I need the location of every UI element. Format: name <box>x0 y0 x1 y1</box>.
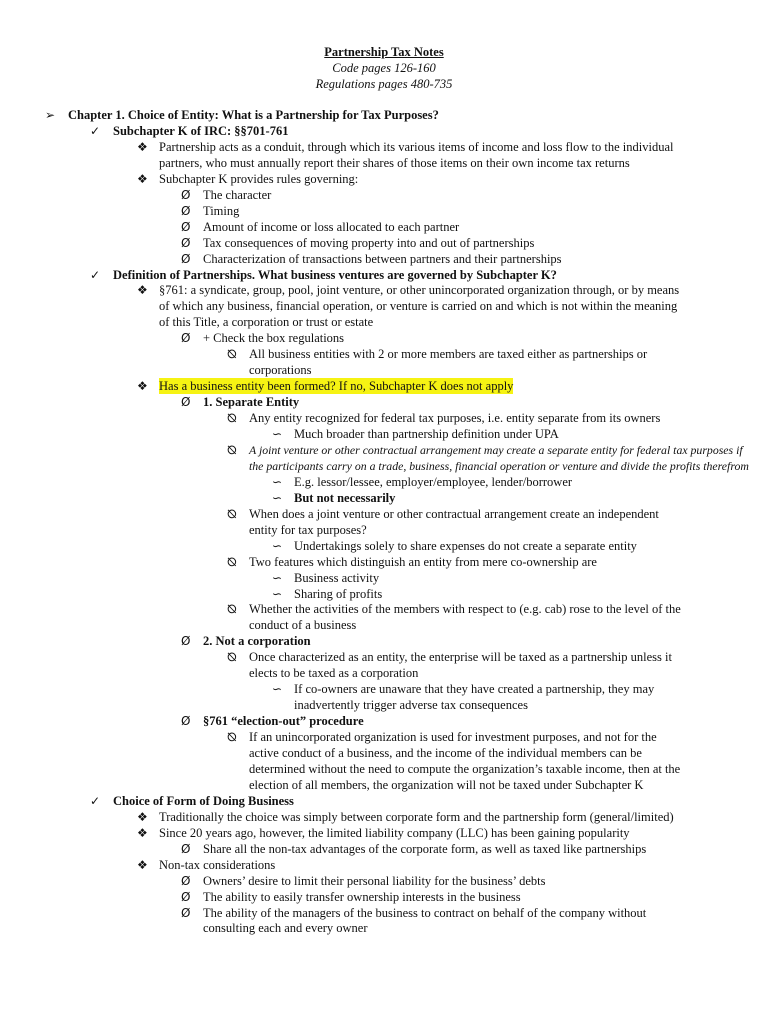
outline-line-level-5 <box>0 649 768 665</box>
slashed-circle-bullet-icon: Ø <box>181 889 191 904</box>
slashed-circle-bullet-icon: Ø <box>181 905 191 920</box>
outline-line-level-6 <box>0 681 768 697</box>
outline-line-text: partners, who must annually report their shares of those items on their own income tax returns <box>159 155 630 170</box>
diamond-bullet-icon: ❖ <box>137 825 148 840</box>
diamond-bullet-icon: ❖ <box>137 139 148 154</box>
crossed-circle-bullet-icon: ⦰ <box>227 730 237 745</box>
outline-line-text: Sharing of profits <box>294 586 383 601</box>
slashed-circle-bullet-icon: Ø <box>181 331 191 346</box>
slashed-circle-bullet-icon: Ø <box>181 235 191 250</box>
outline-line-text: The ability to easily transfer ownership interests in the business <box>203 889 521 904</box>
outline-line-level-3 <box>0 171 768 187</box>
tilde-bullet-icon: ∽ <box>272 570 283 585</box>
outline-line-level-2 <box>0 123 768 139</box>
checkmark-bullet-icon: ✓ <box>90 793 101 808</box>
diamond-bullet-icon: ❖ <box>137 283 148 298</box>
outline-line-text: Non-tax considerations <box>159 857 276 872</box>
outline-line-text: E.g. lessor/lessee, employer/employee, lender/borrower <box>294 474 573 489</box>
outline-line-text: If an unincorporated organization is used for investment purposes, and not for the <box>249 730 657 745</box>
outline-line-text: determined without the need to compute the organization’s taxable income, then at the <box>249 761 681 776</box>
outline-line-text: Much broader than partnership definition under UPA <box>294 427 559 441</box>
outline-line-text: active conduct of a business, and the income of the individual members can be <box>249 746 642 760</box>
outline-line-level-3 <box>0 139 768 155</box>
outline-line-level-4 <box>0 251 768 267</box>
outline-line-text: + Check the box regulations <box>203 331 345 346</box>
outline-line-level-5 <box>0 617 768 633</box>
outline-line-level-5 <box>0 777 768 793</box>
outline-line-text: Owners’ desire to limit their personal liability for the business’ debts <box>203 873 546 888</box>
outline-line-text: Subchapter K provides rules governing: <box>159 171 359 186</box>
outline-line-text: §761: a syndicate, group, pool, joint venture, or other unincorporated organization through, or by means <box>159 283 680 298</box>
slashed-circle-bullet-icon: Ø <box>181 873 191 888</box>
outline-line-level-4 <box>0 841 768 857</box>
outline-line-level-4 <box>0 203 768 219</box>
outline-line-level-3 <box>0 825 768 841</box>
outline-line-text: of this Title, a corporation or trust or estate <box>159 315 374 330</box>
tilde-bullet-icon: ∽ <box>272 474 283 489</box>
slashed-circle-bullet-icon: Ø <box>181 219 191 234</box>
outline-line-text: Definition of Partnerships. What business ventures are governed by Subchapter K? <box>113 267 557 282</box>
outline-line-level-4 <box>0 187 768 203</box>
outline-line-level-4 <box>0 873 768 889</box>
tilde-bullet-icon: ∽ <box>272 427 283 441</box>
page-title: Partnership Tax Notes <box>324 45 444 59</box>
slashed-circle-bullet-icon: Ø <box>181 203 191 218</box>
outline-line-text: consulting each and every owner <box>203 921 368 936</box>
outline-line-level-3 <box>0 314 768 330</box>
outline-line-level-5 <box>0 601 768 617</box>
outline-line-level-3 <box>0 378 768 394</box>
outline-line-text: Amount of income or loss allocated to each partner <box>203 219 460 234</box>
outline-line-level-1 <box>0 107 768 123</box>
outline-line-text: Chapter 1. Choice of Entity: What is a Partnership for Tax Purposes? <box>68 108 439 122</box>
diamond-bullet-icon: ❖ <box>137 171 148 186</box>
code-pages-subtitle: Code pages 126-160 <box>332 61 436 75</box>
outline-line-level-3 <box>0 155 768 171</box>
outline-line-text: If co-owners are unaware that they have created a partnership, they may <box>294 682 655 697</box>
outline-line-level-5 <box>0 362 768 378</box>
outline-line-level-6 <box>0 538 768 554</box>
crossed-circle-bullet-icon: ⦰ <box>227 347 237 362</box>
outline-line-level-2 <box>0 267 768 283</box>
tilde-bullet-icon: ∽ <box>272 490 283 505</box>
outline-line-text: A joint venture or other contractual arrangement may create a separate entity for federal tax purposes if <box>249 442 743 457</box>
outline-line-level-4 <box>0 219 768 235</box>
arrowhead-bullet-icon: ➢ <box>45 108 56 122</box>
outline-line-text: election of all members, the organization will not be taxed under Subchapter K <box>249 777 644 792</box>
crossed-circle-bullet-icon: ⦰ <box>227 506 237 521</box>
slashed-circle-bullet-icon: Ø <box>181 634 191 649</box>
outline-line-level-6 <box>0 697 768 713</box>
outline-line-level-4 <box>0 920 768 936</box>
outline-line-text: But not necessarily <box>294 490 396 505</box>
slashed-circle-bullet-icon: Ø <box>181 841 191 856</box>
regulation-pages-subtitle: Regulations pages 480-735 <box>315 77 453 91</box>
outline-line-text: entity for tax purposes? <box>249 522 367 537</box>
outline-line-level-4 <box>0 905 768 921</box>
outline-line-text: Traditionally the choice was simply between corporate form and the partnership form (general/limited) <box>159 809 674 824</box>
outline-line-text: inadvertently trigger adverse tax consequences <box>294 698 528 713</box>
diamond-bullet-icon: ❖ <box>137 379 148 394</box>
outline-line-text: of which any business, financial operation, or venture is carried on and which is not within the meaning <box>159 299 678 314</box>
crossed-circle-bullet-icon: ⦰ <box>227 602 237 617</box>
outline-line-level-5 <box>0 761 768 777</box>
slashed-circle-bullet-icon: Ø <box>181 187 191 202</box>
crossed-circle-bullet-icon: ⦰ <box>227 411 237 426</box>
outline-line-level-5 <box>0 729 768 745</box>
outline-line-text: Once characterized as an entity, the enterprise will be taxed as a partnership unless it <box>249 650 672 665</box>
outline-line-text: 2. Not a corporation <box>203 634 311 649</box>
outline-line-level-5 <box>0 554 768 570</box>
outline-line-level-6 <box>0 490 768 506</box>
outline-line-text: Share all the non-tax advantages of the corporate form, as well as taxed like partnerships <box>203 841 647 856</box>
outline-line-text: §761 “election-out” procedure <box>203 714 364 729</box>
tilde-bullet-icon: ∽ <box>272 682 283 697</box>
outline-line-text: The character <box>203 187 272 202</box>
outline-line-text: elects to be taxed as a corporation <box>249 666 419 681</box>
outline-line-text: Choice of Form of Doing Business <box>113 793 294 808</box>
outline-line-level-5 <box>0 506 768 522</box>
outline-line-level-4 <box>0 330 768 346</box>
outline-line-text: Timing <box>203 203 240 218</box>
crossed-circle-bullet-icon: ⦰ <box>227 554 237 569</box>
outline-line-level-5 <box>0 458 768 474</box>
outline-line-text: Business activity <box>294 570 380 585</box>
outline-line-text: When does a joint venture or other contractual arrangement create an independent <box>249 506 659 521</box>
slashed-circle-bullet-icon: Ø <box>181 714 191 729</box>
outline-line-text: Undertakings solely to share expenses do not create a separate entity <box>294 538 637 553</box>
outline-line-text: Since 20 years ago, however, the limited liability company (LLC) has been gaining popularity <box>159 825 630 840</box>
outline-line-level-4 <box>0 394 768 410</box>
slashed-circle-bullet-icon: Ø <box>181 395 191 410</box>
outline-line-level-4 <box>0 713 768 729</box>
crossed-circle-bullet-icon: ⦰ <box>227 442 237 457</box>
outline-line-level-3 <box>0 298 768 314</box>
outline-line-level-6 <box>0 426 768 442</box>
outline-line-level-3 <box>0 809 768 825</box>
outline-line-level-5 <box>0 346 768 362</box>
diamond-bullet-icon: ❖ <box>137 809 148 824</box>
slashed-circle-bullet-icon: Ø <box>181 251 191 266</box>
outline-line-level-2 <box>0 793 768 809</box>
outline-line-text: Partnership acts as a conduit, through which its various items of income and loss flow to the individual <box>159 139 674 154</box>
tilde-bullet-icon: ∽ <box>272 586 283 601</box>
outline-line-text: the participants carry on a trade, business, financial operation or venture and divide the profits therefrom <box>249 458 749 473</box>
outline-line-level-5 <box>0 410 768 426</box>
outline-line-text: Tax consequences of moving property into and out of partnerships <box>203 235 535 250</box>
outline-line-level-6 <box>0 570 768 586</box>
outline-line-text: Subchapter K of IRC: §§701-761 <box>113 123 289 138</box>
checkmark-bullet-icon: ✓ <box>90 267 101 282</box>
outline-line-text: conduct of a business <box>249 618 357 633</box>
outline-line-text: All business entities with 2 or more members are taxed either as partnerships or <box>249 347 648 362</box>
outline-line-text: The ability of the managers of the business to contract on behalf of the company without <box>203 905 647 920</box>
outline-line-level-5 <box>0 745 768 761</box>
outline-line-level-5 <box>0 665 768 681</box>
outline-line-level-4 <box>0 235 768 251</box>
outline-line-level-6 <box>0 474 768 490</box>
outline-line-text: Whether the activities of the members with respect to (e.g. cab) rose to the level of the <box>249 602 681 617</box>
outline-line-level-5 <box>0 442 768 458</box>
outline-line-text: Has a business entity been formed? If no, Subchapter K does not apply <box>159 379 514 394</box>
diamond-bullet-icon: ❖ <box>137 857 148 872</box>
outline-line-level-3 <box>0 282 768 298</box>
checkmark-bullet-icon: ✓ <box>90 123 101 138</box>
outline-line-level-3 <box>0 857 768 873</box>
outline-line-level-5 <box>0 522 768 538</box>
tilde-bullet-icon: ∽ <box>272 538 283 553</box>
outline-line-level-4 <box>0 633 768 649</box>
outline-line-text: 1. Separate Entity <box>203 395 300 410</box>
outline-line-level-6 <box>0 586 768 602</box>
outline-line-text: Two features which distinguish an entity from mere co-ownership are <box>249 554 597 569</box>
outline-line-level-4 <box>0 889 768 905</box>
outline-line-text: corporations <box>249 363 312 378</box>
outline-line-text: Characterization of transactions between partners and their partnerships <box>203 251 562 266</box>
outline-line-text: Any entity recognized for federal tax purposes, i.e. entity separate from its owners <box>249 411 661 426</box>
crossed-circle-bullet-icon: ⦰ <box>227 650 237 665</box>
